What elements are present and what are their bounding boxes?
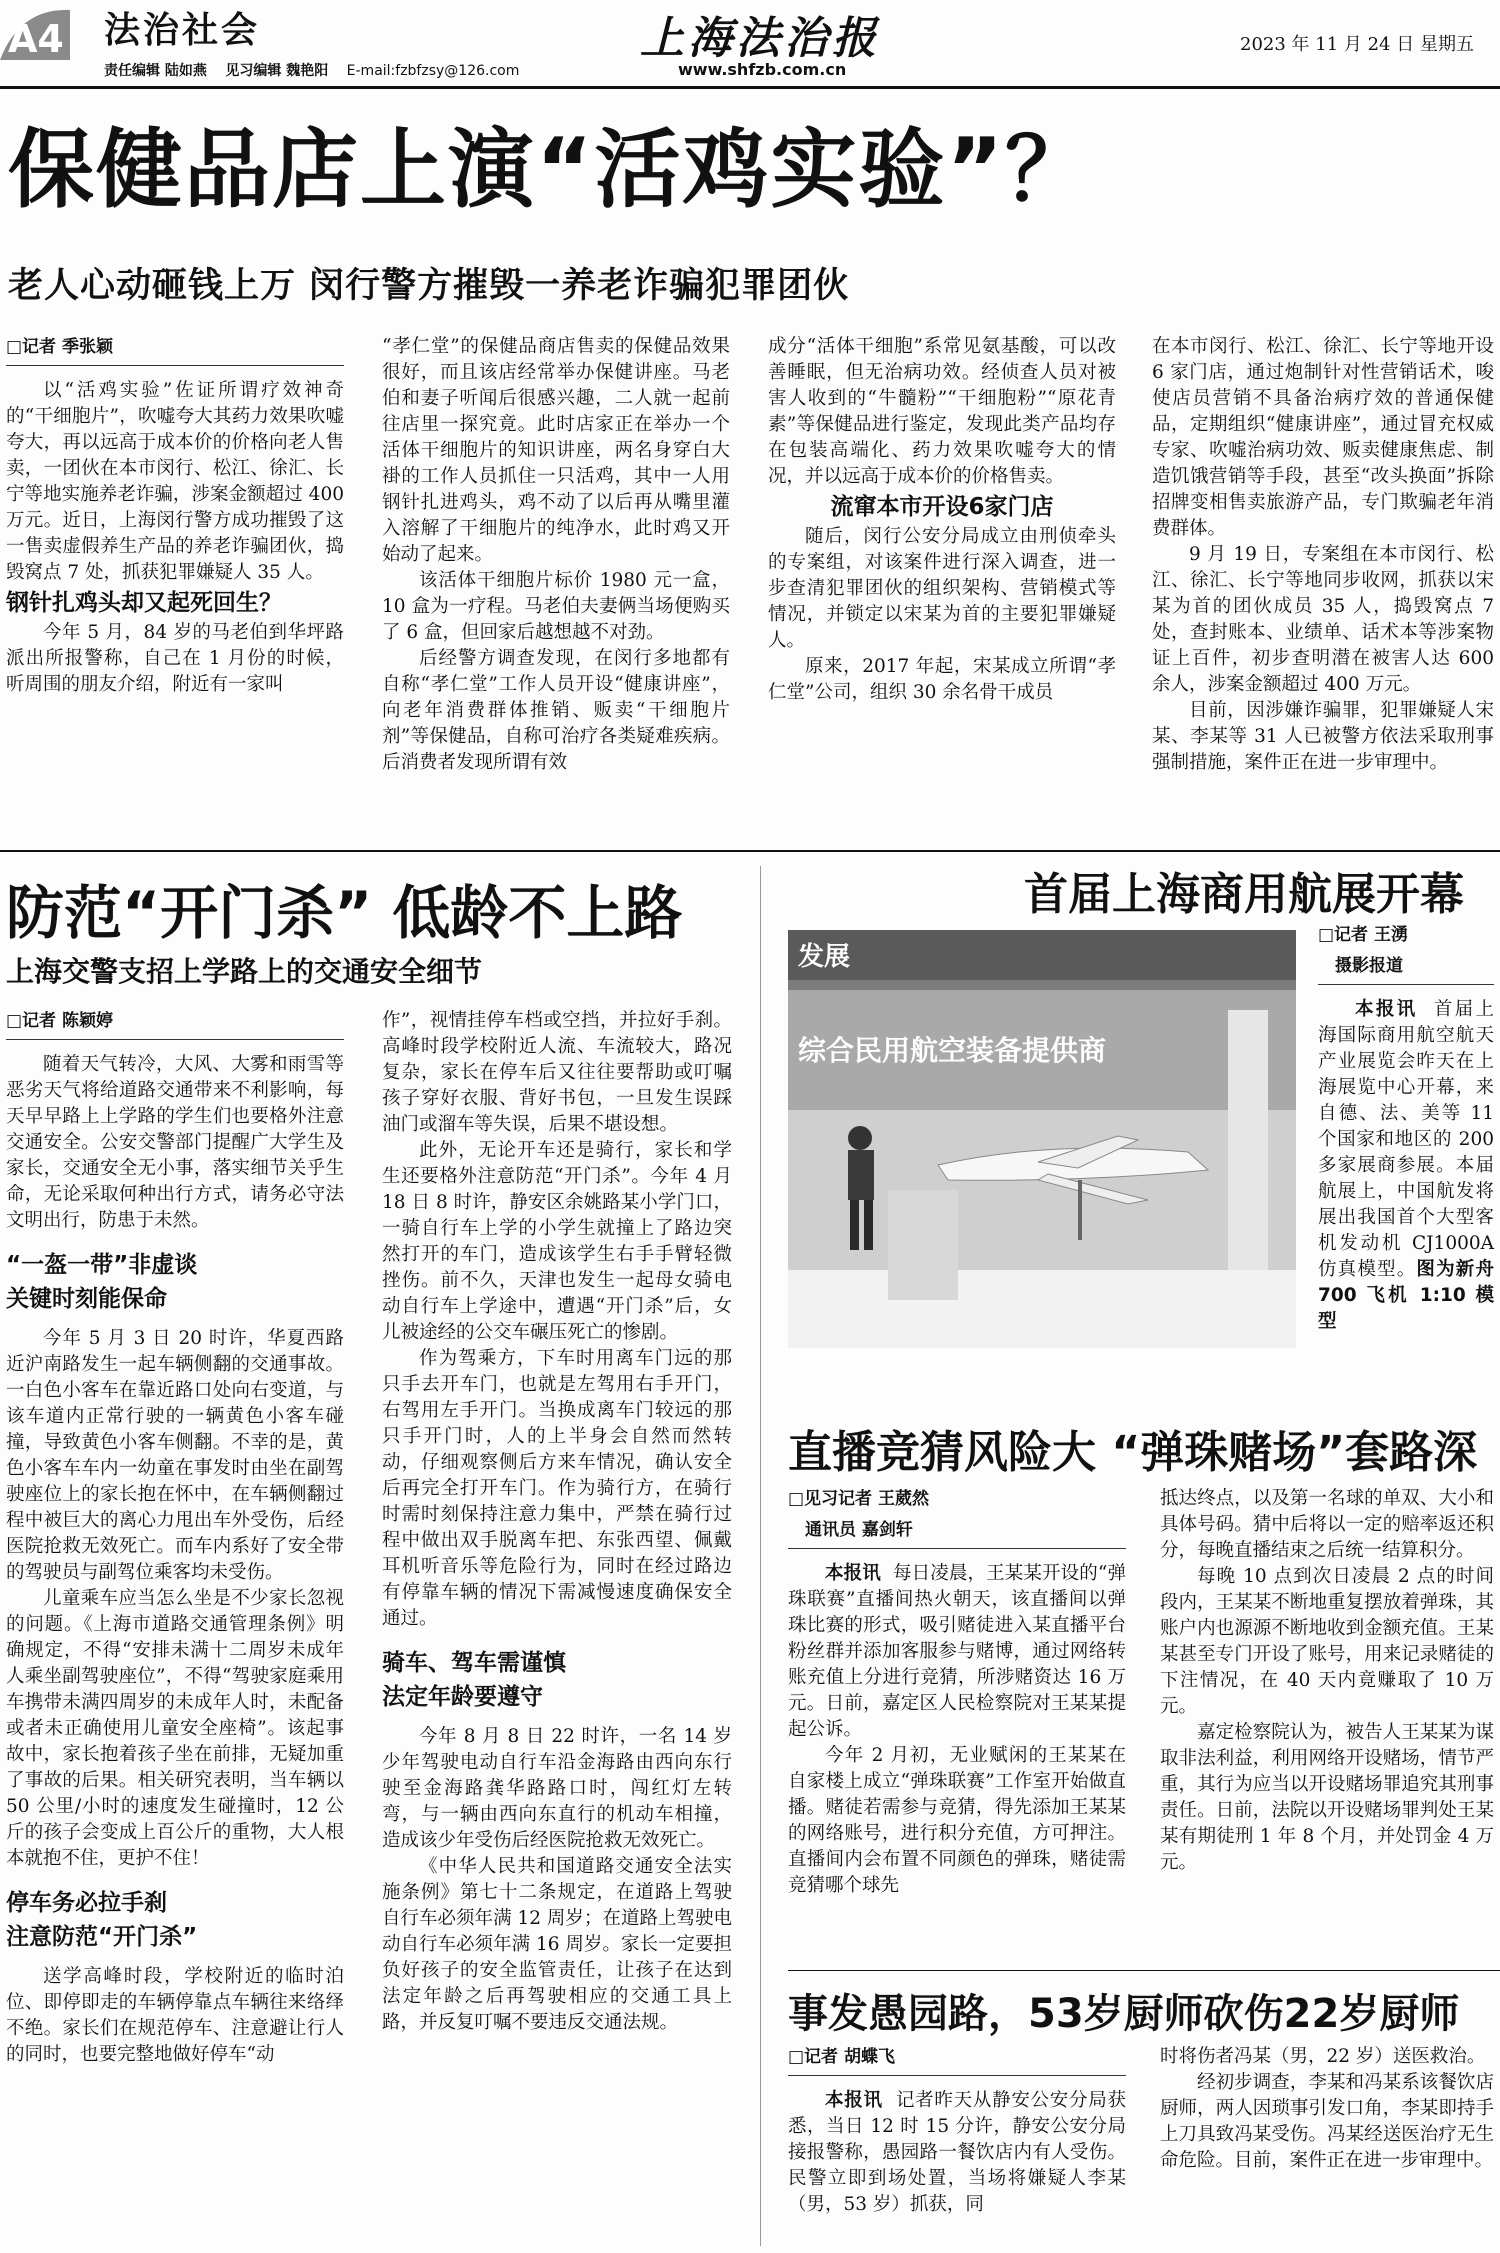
paragraph: 儿童乘车应当怎么坐是不少家长忽视的问题。《上海市道路交通管理条例》明确规定，不得“安排未满十二周岁未成年人乘坐副驾驶座位”，不得“驾驶家庭乘用车携带未满四周岁的未成年人时，未配备或者未正确使用儿童安全座椅”。该起事故中，家长抱着孩子坐在前排，无疑加重了事故的后果。相关研究表明，当车辆以 50 公里/小时的速度发生碰撞时，12 公斤的孩子会变成上百公斤的重物，大人根本就抱不住，更护不住！: [6, 1588, 344, 1869]
lead-tag: 本报讯: [825, 2090, 883, 2111]
article1-headline: 保健品店上演“活鸡实验”？: [8, 120, 1094, 220]
article5-headline: 事发愚园路，53岁厨师砍伤22岁厨师: [788, 1991, 1460, 2037]
article1-column-4: [1152, 334, 1494, 776]
lead-tag: 本报讯: [825, 1563, 881, 1584]
article2-subhead-2b: 注意防范“开门杀”: [6, 1924, 198, 1950]
article5-column-2: [1160, 2044, 1494, 2174]
section-divider: [0, 850, 1500, 852]
paragraph: 以“活鸡实验”佐证所谓疗效神奇的“干细胞片”，吹嘘夸大其药力效果吹嘘夸大，再以远高于成本价的价格向老人售卖，一团伙在本市闵行、松江、徐汇、长宁等地实施养老诈骗，涉案金额超过 400 万元。近日，上海闵行警方成功摧毁了这一售卖虚假养生产品的养老诈骗团伙，捣毁窝点 7 处，抓获犯罪嫌疑人 35 人。: [6, 380, 344, 583]
article2-subhead-3a: 骑车、驾车需谨慎: [382, 1650, 566, 1676]
paragraph: 今年 5 月 3 日 20 时许，华夏西路近沪南路发生一起车辆侧翻的交通事故。一白色小客车在靠近路口处向右变道，与该车道内正常行驶的一辆黄色小客车碰撞，导致黄色小客车侧翻。不幸的是，黄色小客车车内一幼童在事发时由坐在副驾驶座位上的家长抱在怀中，在车辆侧翻过程中被巨大的离心力甩出车外受伤，后经医院抢救无效死亡。而车内系好了安全带的驾驶员与副驾位乘客均未受伤。: [6, 1328, 344, 1583]
article3-body: [1318, 922, 1494, 1335]
paragraph: 后经警方调查发现，在闵行多地都有自称“孝仁堂”工作人员开设“健康讲座”，向老年消费群体推销、贩卖“干细胞片剂”等保健品，自称可治疗各类疑难疾病。后消费者发现所谓有效: [382, 648, 730, 773]
paragraph: [1318, 997, 1494, 1335]
paragraph: 原来，2017 年起，宋某成立所谓“孝仁堂”公司，组织 30 余名骨干成员: [768, 656, 1116, 703]
paragraph: 在本市闵行、松江、徐汇、长宁等地开设 6 家门店，通过炮制针对性营销话术，唆使店员营销不具备治病疗效的普通保健品，定期组织“健康讲座”，通过冒充权威专家、吹嘘治病功效、贩卖健康焦虑、制造饥饿营销等手段，甚至“改头换面”拆除招牌变相售卖旅游产品，专门欺骗老年消费群体。: [1152, 336, 1494, 539]
article2-subheadline: 上海交警支招上学路上的交通安全细节: [6, 955, 483, 988]
page-number-badge: [0, 0, 100, 64]
editor-email: E-mail:fzbfzsy@126.com: [346, 63, 520, 79]
paragraph: 每晚 10 点到次日凌晨 2 点的时间段内，王某某不断地重复摆放着弹珠，其账户内也源源不断地收到金额充值。王某某甚至专门开设了账号，用来记录赌徒的下注情况，在 40 天内竟赚取了 10 万元。: [1160, 1566, 1494, 1717]
paragraph: 送学高峰时段，学校附近的临时泊位、即停即走的车辆停靠点车辆往来络绎不绝。家长们在规范停车、注意避让行人的同时，也要完整地做好停车“动: [6, 1966, 344, 2065]
article1-column-1: [6, 334, 344, 698]
article2-column-2: [382, 1008, 732, 2036]
paragraph: 《中华人民共和国道路交通安全法实施条例》第七十二条规定，在道路上驾驶自行车必须年满 12 周岁；在道路上驾驶电动自行车必须年满 16 周岁。家长一定要担负好孩子的安全监管责任，让孩子在达到法定年龄之后再驾驶相应的交通工具上路，并反复叮嘱不要违反交通法规。: [382, 1856, 732, 2033]
paragraph: 今年 5 月，84 岁的马老伯到华坪路派出所报警称，自己在 1 月份的时候，听周围的朋友介绍，附近有一家叫: [6, 622, 344, 695]
article2-headline: 防范“开门杀” 低龄不上路: [6, 879, 683, 947]
column-divider: [760, 866, 761, 2246]
paragraph: 嘉定检察院认为，被告人王某某为谋取非法利益，利用网络开设赌场，情节严重，其行为应当以开设赌场罪追究其刑事责任。日前，法院以开设赌场罪判处王某某有期徒刑 1 年 8 个月，并处罚金 4 万元。: [1160, 1722, 1494, 1873]
article1-byline: □记者 季张颖: [6, 334, 344, 366]
photo-caption: 图为新舟 700 飞机 1:10 模型: [1318, 1259, 1494, 1332]
section-title: 法治社会: [104, 10, 261, 51]
editor-credit: 责任编辑 陆如燕: [104, 63, 207, 79]
article1-subheadline: 老人心动砸钱上万 闵行警方摧毁一养老诈骗犯罪团伙: [8, 266, 850, 306]
expo-photo-illustration: [788, 930, 1296, 1348]
paragraph: 该活体干细胞片标价 1980 元一盒，10 盒为一疗程。马老伯夫妻俩当场便购买了 6 盒，但回家后越想越不对劲。: [382, 570, 730, 643]
article2-column-1: [6, 1008, 344, 2068]
section-divider: [788, 1970, 1500, 1971]
paragraph: 今年 2 月初，无业赋闲的王某某在自家楼上成立“弹珠联赛”工作室开始做直播。赌徒若需参与竞猜，得先添加王某某的网络账号，进行积分充值，方可押注。直播间内会布置不同颜色的弹珠，赌徒需竞猜哪个球先: [788, 1745, 1126, 1896]
article3-text: 首届上海国际商用航空航天产业展览会昨天在上海展览中心开幕，来自德、法、美等 11 个国家和地区的 200 多家展商参展。本届航展上，中国航发将展出我国首个大型客机发动机 CJ1000A 仿真模型。: [1318, 999, 1494, 1280]
paragraph: 抵达终点，以及第一名球的单双、大小和具体号码。猜中后将以一定的赔率返还积分，每晚直播结束之后统一结算积分。: [1160, 1488, 1494, 1561]
article2-subhead-1a: “一盔一带”非虚谈: [6, 1252, 198, 1278]
paragraph: [788, 1561, 1126, 1743]
issue-date: 2023 年 11 月 24 日 星期五: [1240, 34, 1474, 55]
paragraph: 今年 8 月 8 日 22 时许，一名 14 岁少年驾驶电动自行车沿金海路由西向东行驶至金海路龚华路路口时，闯红灯左转弯，与一辆由西向东直行的机动车相撞，造成该少年受伤后经医院抢救无效死亡。: [382, 1726, 732, 1851]
paragraph: “孝仁堂”的保健品商店售卖的保健品效果很好，而且该店经常举办保健讲座。马老伯和妻子听闻后很感兴趣，二人就一起前往店里一探究竟。此时店家正在举办一个活体干细胞片的知识讲座，两名身穿白大褂的工作人员抓住一只活鸡，其中一人用钢针扎进鸡头，鸡不动了以后再从嘴里灌入溶解了干细胞片的纯净水，此时鸡又开始动了起来。: [382, 336, 730, 565]
article2-byline: □记者 陈颖婷: [6, 1008, 344, 1040]
article2-subhead-3b: 法定年龄要遵守: [382, 1684, 543, 1710]
photo-banner-text: 发展: [798, 942, 851, 972]
editors-line: [104, 60, 519, 80]
article1-column-3: [768, 334, 1116, 706]
article3-byline: □记者 王湧: [1318, 925, 1408, 945]
paragraph: 作”，视情挂停车档或空挡，并拉好手刹。高峰时段学校附近人流、车流较大，路况复杂，家长在停车后又往往要帮助或叮嘱孩子穿好衣服、背好书包，一旦发生误踩油门或溜车等失误，后果不堪设想。: [382, 1010, 732, 1135]
article4-column-2: [1160, 1486, 1494, 1876]
paragraph: [788, 2088, 1126, 2218]
article4-column-1: [788, 1486, 1126, 1899]
header-rule: [0, 86, 1500, 89]
article5-byline: □记者 胡蝶飞: [788, 2044, 1126, 2076]
article4-byline-correspondent: 通讯员 嘉剑轩: [788, 1517, 1126, 1549]
paragraph: 随着天气转冷，大风、大雾和雨雪等恶劣天气将给道路交通带来不利影响，每天早早路上上学路的学生们也要格外注意交通安全。公安交警部门提醒广大学生及家长，交通安全无小事，落实细节关乎生命，无论采取何种出行方式，请务必守法文明出行，防患于未然。: [6, 1054, 344, 1231]
article5-column-1: [788, 2044, 1126, 2218]
article2-subhead-1b: 关键时刻能保命: [6, 1286, 167, 1312]
lead-tag: 本报讯: [1355, 999, 1418, 1020]
article5-text: 记者昨天从静安公安分局获悉，当日 12 时 15 分许，静安公安分局接报警称，愚园路一餐饮店内有人受伤。民警立即到场处置，当场将嫌疑人李某（男，53 岁）抓获，同: [788, 2090, 1126, 2215]
paragraph: 9 月 19 日，专案组在本市闵行、松江、徐汇、长宁等地同步收网，抓获以宋某为首的团伙成员 35 人，捣毁窝点 7 处，查封账本、业绩单、话术本等涉案物证上百件，初步查明潜在被害人达 600 余人，涉案金额超过 400 万元。: [1152, 544, 1494, 695]
paragraph: 作为驾乘方，下车时用离车门远的那只手去开车门，也就是左驾用右手开门，右驾用左手开门。当换成离车门较远的那只手开门时，人的上半身会自然而然转动，仔细观察侧后方来车情况，确认安全后再完全打开车门。作为骑行方，在骑行时需时刻保持注意力集中，严禁在骑行过程中做出双手脱离车把、东张西望、佩戴耳机听音乐等危险行为，同时在经过路边有停靠车辆的情况下需减慢速度确保安全通过。: [382, 1348, 732, 1629]
article4-text: 每日凌晨，王某某开设的“弹珠联赛”直播间热火朝天，该直播间以弹珠比赛的形式，吸引赌徒进入某直播平台粉丝群并添加客服参与赌博，通过网络转账充值上分进行竞猜，所涉赌资达 16 万元。日前，嘉定区人民检察院对王某某提起公诉。: [788, 1563, 1126, 1740]
article4-headline: 直播竞猜风险大 “弹珠赌场”套路深: [788, 1427, 1478, 1478]
paragraph: 目前，因涉嫌诈骗罪，犯罪嫌疑人宋某、李某等 31 人已被警方依法采取刑事强制措施，案件正在进一步审理中。: [1152, 700, 1494, 773]
article2-subhead-2a: 停车务必拉手刹: [6, 1890, 167, 1916]
website-url[interactable]: www.shfzb.com.cn: [678, 60, 847, 79]
article1-subhead-2: 流窜本市开设6家门店: [830, 494, 1054, 520]
article1-column-2: [382, 334, 730, 776]
paragraph: 随后，闵行公安分局成立由刑侦牵头的专案组，对该案件进行深入调查，进一步查清犯罪团伙的组织架构、营销模式等情况，并锁定以宋某为首的主要犯罪嫌疑人。: [768, 526, 1116, 651]
page-number: A4: [8, 17, 64, 61]
photo-banner-text: 综合民用航空装备提供商: [798, 1034, 1107, 1067]
article3-byline-photo: 摄影报道: [1318, 953, 1494, 985]
article4-byline: □见习记者 王葳然: [788, 1489, 929, 1509]
newspaper-masthead: 上海法治报: [640, 13, 880, 64]
article3-headline: 首届上海商用航展开幕: [1024, 869, 1464, 920]
article1-subhead-1: 钢针扎鸡头却又起死回生？: [6, 590, 282, 616]
editor-credit: 见习编辑 魏艳阳: [225, 63, 329, 79]
paragraph: 经初步调查，李某和冯某系该餐饮店厨师，两人因琐事引发口角，李某即持手上刀具致冯某受伤。冯某经送医治疗无生命危险。目前，案件正在进一步审理中。: [1160, 2072, 1494, 2171]
paragraph: 此外，无论开车还是骑行，家长和学生还要格外注意防范“开门杀”。今年 4 月 18 日 8 时许，静安区余姚路某小学门口，一骑自行车上学的小学生就撞上了路边突然打开的车门，造成该学生右手手臂轻微挫伤。前不久，天津也发生一起母女骑电动自行车上学途中，遭遇“开门杀”后，女儿被途经的公交车碾压死亡的惨剧。: [382, 1140, 732, 1343]
aviation-expo-photo: [788, 930, 1296, 1348]
paragraph: 时将伤者冯某（男，22 岁）送医救治。: [1160, 2046, 1486, 2067]
paragraph: 成分“活体干细胞”系常见氨基酸，可以改善睡眠，但无治病功效。经侦查人员对被害人收到的“牛髓粉”“干细胞粉”“原花青素”等保健品进行鉴定，发现此类产品均存在包装高端化、药力效果吹嘘夸大的情况，并以远高于成本价的价格售卖。: [768, 336, 1116, 487]
